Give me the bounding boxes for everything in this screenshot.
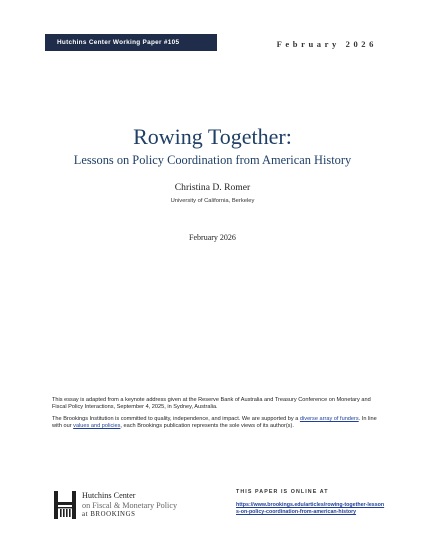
disclosure-text-1: The Brookings Institution is committed to quality, independence, and impact. We are supported by a <box>52 416 300 422</box>
logo-line-hutchins: Hutchins Center <box>82 491 136 500</box>
disclosure-text-2: . In line with our <box>52 416 377 430</box>
paper-url-link[interactable]: https://www.brookings.edu/articles/rowing-together-lessons-on-policy-coordination-from-american-history <box>236 502 385 515</box>
funders-link[interactable]: diverse array of funders <box>299 416 359 422</box>
publication-date: February 2026 <box>189 233 236 242</box>
logo-line-fiscal: on Fiscal & Monetary Policy <box>82 500 178 510</box>
author-affiliation: University of California, Berkeley <box>170 198 255 204</box>
hutchins-logo-icon <box>54 491 76 519</box>
author-name: Christina D. Romer <box>174 182 251 193</box>
paper-title: Rowing Together: <box>133 124 292 149</box>
online-heading: THIS PAPER IS ONLINE AT <box>236 489 329 495</box>
disclosure-text-3: , each Brookings publication represents the sole views of its author(s). <box>120 423 294 430</box>
hutchins-logo-text <box>82 491 177 520</box>
paper-subtitle: Lessons on Policy Coordination from American History <box>73 153 352 167</box>
logo-line-brookings: at BROOKINGS <box>82 511 136 518</box>
series-banner: Hutchins Center Working Paper #105 <box>45 34 217 51</box>
adapted-from-note: This essay is adapted from a keynote address given at the Reserve Bank of Australia and Treasury Conference on Monetary and Fiscal Policy Interactions, September 4, 2025, in Sydney, Australia. <box>52 397 371 411</box>
disclosure-note <box>52 416 377 431</box>
values-policies-link[interactable]: values and policies <box>73 423 121 430</box>
header-date: February 2026 <box>276 39 377 49</box>
